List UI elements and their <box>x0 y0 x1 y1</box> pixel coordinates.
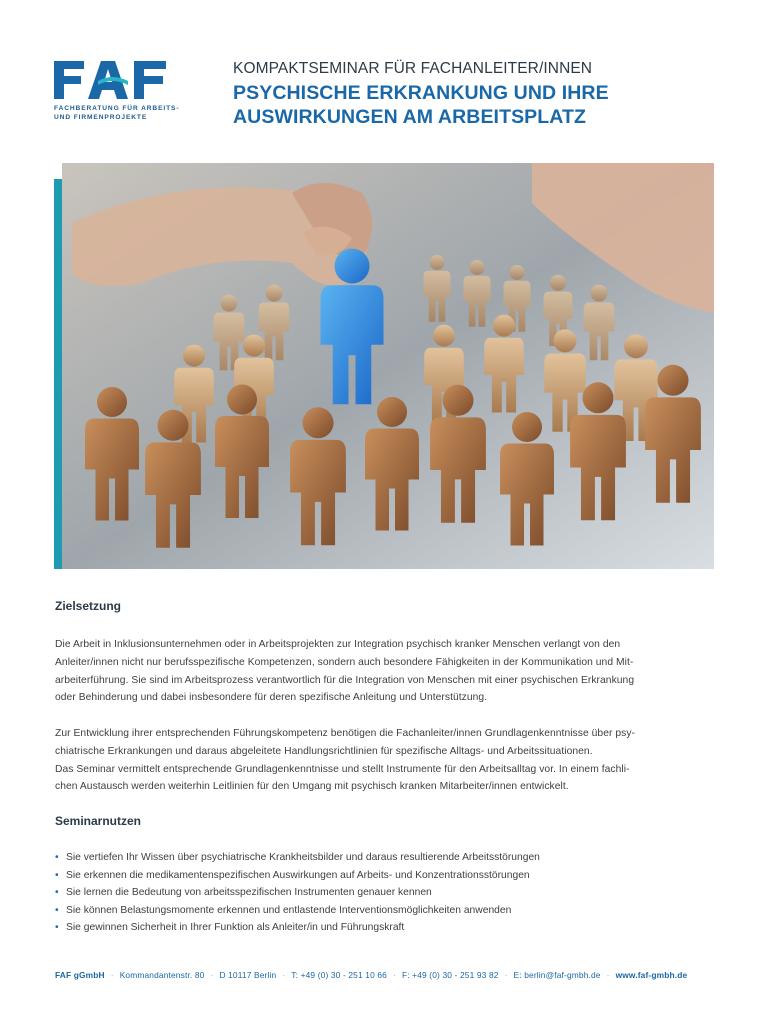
bullet-icon: • <box>55 852 59 863</box>
footer-fax: F: +49 (0) 30 - 251 93 82 <box>401 970 499 980</box>
paragraph-zielsetzung-1 <box>55 636 713 707</box>
footer-street: Kommandantenstr. 80 <box>119 970 205 980</box>
list-item <box>55 884 715 902</box>
list-item-text: Sie können Belastungsmomente erkennen und entlastende Interventionsmöglichkeiten anwenden <box>66 904 512 916</box>
list-item <box>55 867 715 885</box>
teal-accent-left <box>54 179 62 569</box>
text-line: Das Seminar vermittelt entsprechende Grundlagenkenntnisse und stellt Instrumente für den Arbeitsalltag vor. In einem fachli- <box>55 763 630 775</box>
bullet-icon: • <box>55 869 59 881</box>
heading-seminarnutzen: Seminarnutzen <box>55 814 142 828</box>
footer-separator: · <box>504 970 508 980</box>
hero-photo-wooden-figures <box>62 163 714 569</box>
title-line1: PSYCHISCHE ERKRANKUNG UND IHRE <box>233 82 609 104</box>
logo-subtitle <box>54 105 179 122</box>
logo-sub-line1: FACHBERATUNG FÜR ARBEITS- <box>54 105 180 112</box>
footer-separator: · <box>110 970 114 980</box>
text-line: oder Behinderung und dabei insbesondere für deren spezifische Anleitung und Unterstützung. <box>55 692 488 704</box>
title-line2: AUSWIRKUNGEN AM ARBEITSPLATZ <box>233 106 587 128</box>
bullet-icon: • <box>55 904 59 916</box>
logo-sub-line2: UND FIRMENPROJEKTE <box>54 113 148 121</box>
text-line: chen Austausch werden weiterhin Leitlinien für den Umgang mit psychisch kranken Mitarbeiter/innen entwickelt. <box>55 781 569 793</box>
bullet-icon: • <box>55 922 59 934</box>
list-item <box>55 902 715 920</box>
list-item-text: Sie gewinnen Sicherheit in Ihrer Funktion als Anleiter/in und Führungskraft <box>66 922 405 934</box>
text-line: Die Arbeit in Inklusionsunternehmen oder in Arbeitsprojekten zur Integration psychisch kranker Menschen verlangt von den <box>55 639 621 650</box>
page-title <box>233 81 609 129</box>
bullet-icon: • <box>55 887 59 899</box>
paragraph-zielsetzung-2 <box>55 725 713 796</box>
footer-email[interactable]: E: berlin@faf-gmbh.de <box>513 970 601 980</box>
footer-contact <box>55 970 687 980</box>
seminar-kicker: KOMPAKTSEMINAR FÜR FACHANLEITER/INNEN <box>233 60 593 77</box>
footer-website-link[interactable]: www.faf-gmbh.de <box>615 970 688 980</box>
list-item-text: Sie lernen die Bedeutung von arbeitsspezifischen Instrumenten genauer kennen <box>66 887 432 899</box>
footer-separator: · <box>606 970 610 980</box>
footer-separator: · <box>210 970 214 980</box>
faf-logo-mark <box>54 61 168 99</box>
faf-logo <box>54 61 180 131</box>
footer-phone: T: +49 (0) 30 - 251 10 66 <box>291 970 387 980</box>
footer-separator: · <box>282 970 286 980</box>
text-line: Anleiter/innen nicht nur berufsspezifische Kompetenzen, sondern auch besondere Fähigkeiten in der Kommunikation und Mit- <box>55 656 634 668</box>
footer-separator: · <box>392 970 396 980</box>
list-item-text: Sie erkennen die medikamentenspezifischen Auswirkungen auf Arbeits- und Konzentrationsstörungen <box>66 869 530 881</box>
text-line: Zur Entwicklung ihrer entsprechenden Führungskompetenz benötigen die Fachanleiter/innen Grundlagenkenntnisse über psy- <box>55 728 636 739</box>
list-item-text: Sie vertiefen Ihr Wissen über psychiatrische Krankheitsbilder und daraus resultierende Arbeitsstörungen <box>66 852 540 863</box>
text-line: chiatrische Erkrankungen und daraus abgeleitete Handlungsrichtlinien für spezifische Alltags- und Arbeitssituationen. <box>55 745 593 757</box>
list-item <box>55 849 715 867</box>
text-line: arbeiterführung. Sie sind im Arbeitsprozess verantwortlich für die Integration von Menschen mit einer psychischen Erkrankung <box>55 674 635 686</box>
heading-zielsetzung: Zielsetzung <box>55 599 122 613</box>
footer-company: FAF gGmbH <box>55 970 105 980</box>
footer-city: D 10117 Berlin <box>219 970 277 980</box>
benefits-list <box>55 849 715 937</box>
list-item <box>55 919 715 937</box>
